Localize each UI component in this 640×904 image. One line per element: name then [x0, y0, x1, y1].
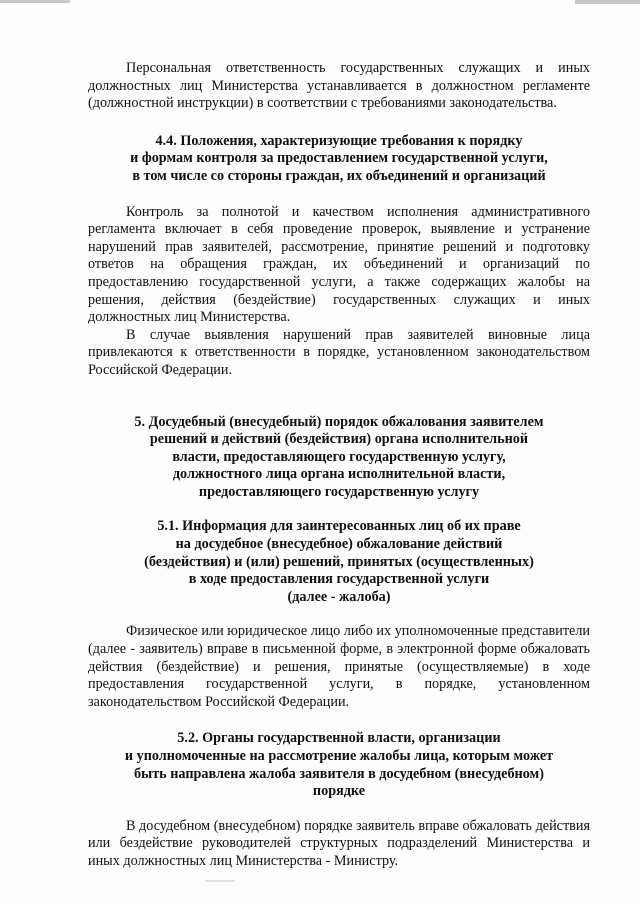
- scan-artifact-top-left: [0, 0, 70, 3]
- heading-5-line-4: должностного лица органа исполнительной власти,: [172, 466, 506, 483]
- heading-5-line-5: предоставляющего государственную услугу: [198, 483, 480, 500]
- heading-5-2: [88, 730, 590, 800]
- heading-4-4-line-3: в том числе со стороны граждан, их объединений и организаций: [132, 167, 546, 184]
- heading-5-1-line-2: на досудебное (внесудебное) обжалование действий: [175, 536, 503, 553]
- heading-5-1-line-3: (бездействия) и (или) решений, принятых (осуществленных): [144, 553, 534, 570]
- heading-5-line-1: 5. Досудебный (внесудебный) порядок обжалования заявителем: [134, 413, 544, 430]
- document-body: [88, 60, 590, 871]
- heading-5-1-line-4: в ходе предоставления государственной услуги: [188, 571, 490, 588]
- heading-5-line-2: решений и действий (бездействия) органа исполнительной: [149, 431, 529, 448]
- heading-5: [88, 414, 590, 502]
- paragraph-complaint-right: Физическое или юридическое лицо либо их уполномоченные представители (далее - заявитель) вправе в письменной форме, в электронной форме обжаловать действия (бездействие) и решения, принятые (осуществляемые) в ходе предоставления государственной услуги, в порядке, установленном законодательством Российской Федерации.: [88, 623, 590, 710]
- scan-artifact-top-right: [575, 0, 640, 4]
- heading-4-4: [88, 133, 590, 186]
- heading-5-1-line-5: (далее - жалоба): [287, 588, 391, 605]
- heading-5-2-line-1: 5.2. Органы государственной власти, организации: [177, 730, 501, 747]
- paragraph-violations: В случае выявления нарушений прав заявителей виновные лица привлекаются к ответственности в порядке, установленном законодательством Российской Федерации.: [88, 326, 590, 378]
- scan-artifact-bottom: [205, 880, 235, 882]
- paragraph-responsibility: Персональная ответственность государственных служащих и иных должностных лиц Министерства устанавливается в должностном регламенте (должностной инструкции) в соответствии с требованиями законодательства.: [88, 60, 590, 112]
- heading-4-4-line-1: 4.4. Положения, характеризующие требования к порядку: [155, 132, 523, 149]
- heading-5-2-line-3: быть направлена жалоба заявителя в досудебном (внесудебном): [134, 765, 544, 782]
- heading-5-2-line-2: и уполномоченные на рассмотрение жалобы лица, которым может: [124, 748, 554, 764]
- heading-5-2-line-4: порядке: [312, 783, 366, 800]
- paragraph-pretrial: В досудебном (внесудебном) порядке заявитель вправе обжаловать действия или бездействие руководителей структурных подразделений Министерства и иных должностных лиц Министерства - Министру.: [88, 817, 590, 869]
- heading-5-1: [88, 518, 590, 606]
- heading-5-line-3: власти, предоставляющего государственную услугу,: [172, 448, 506, 465]
- paragraph-control: Контроль за полнотой и качеством исполнения административного регламента включает в себя проведение проверок, выявление и устранение нарушений прав заявителей, рассмотрение, принятие решений и подготовку ответов на обращения граждан, их объединений и организаций по предоставлению государственной услуги, а также содержащих жалобы на решения, действия (бездействие) государственных служащих и иных должностных лиц Министерства.: [88, 203, 590, 326]
- heading-4-4-line-2: и формам контроля за предоставлением государственной услуги,: [130, 150, 548, 167]
- heading-5-1-line-1: 5.1. Информация для заинтересованных лиц об их праве: [157, 518, 521, 535]
